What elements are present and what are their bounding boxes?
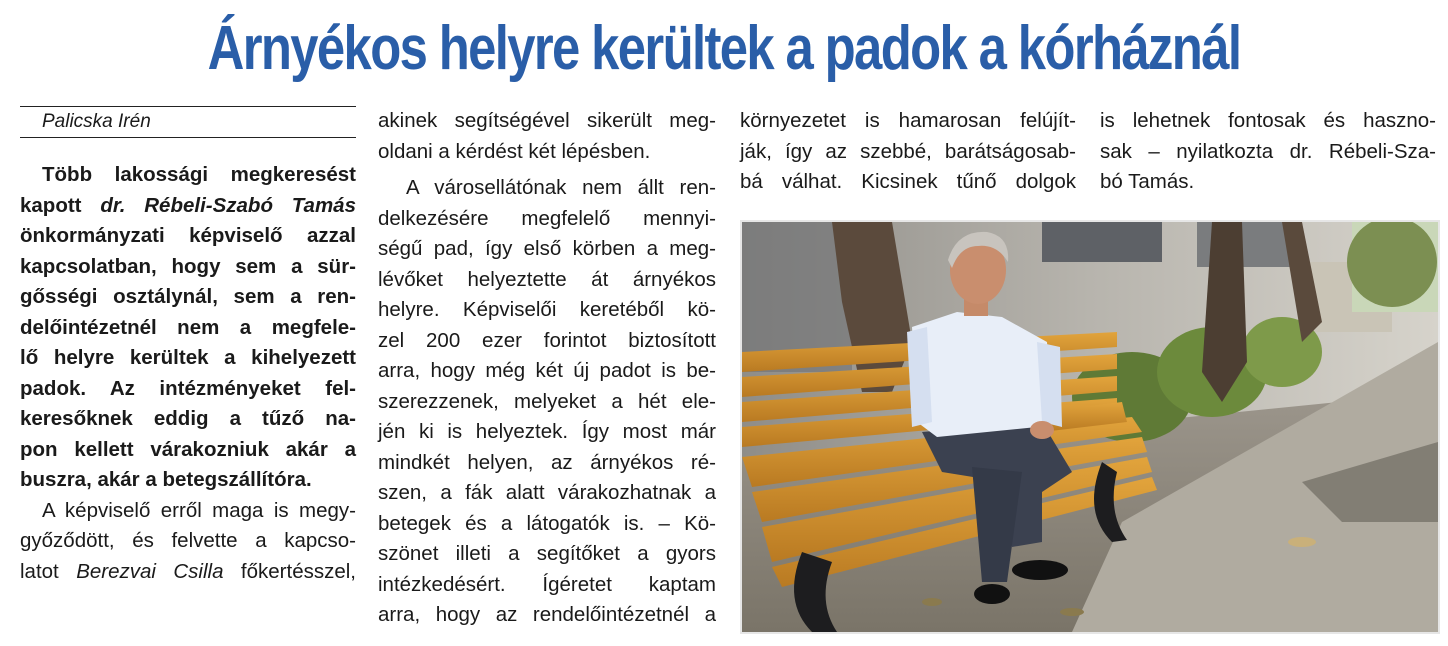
text-line: buszra, akár a betegszállítóra.	[20, 468, 312, 491]
column-1	[20, 160, 356, 587]
text-line: betegek és a látogatók is. – Kö-	[378, 511, 716, 535]
text-line: latot Berezvai Csilla főkertésszel,	[20, 559, 356, 583]
text-line: ják, így az szebbé, barátságosab-	[740, 139, 1076, 163]
text-line: lő helyre kerültek a kihelyezett	[20, 346, 356, 369]
text-line: lévőket helyeztette át árnyékos	[378, 267, 716, 291]
text-line: akinek segítségével sikerült meg-	[378, 109, 716, 132]
text-line: önkormányzati képviselő azzal	[20, 224, 356, 247]
text-line: delkezésére megfelelő mennyi-	[378, 206, 716, 230]
text-line: sak – nyilatkozta dr. Rébeli-Sza-	[1100, 139, 1436, 163]
text-line: győződött, és felvette a kapcso-	[20, 529, 356, 552]
text-line: környezetet is hamarosan felújít-	[740, 109, 1076, 132]
photo-man-on-bench	[742, 222, 1438, 632]
text-line: mindkét helyen, az árnyékos ré-	[378, 450, 716, 474]
text-line: szönet illeti a segítőket a gyors	[378, 542, 716, 565]
text-line: intézkedésért. Ígéretet kaptam	[378, 572, 716, 596]
text-line: helyre. Képviselői keretéből kö-	[378, 298, 716, 321]
text-line: is lehetnek fontosak és haszno-	[1100, 109, 1436, 132]
headline: Árnyékos helyre kerültek a padok a kórháznál	[207, 14, 1241, 83]
text-line: kapcsolatban, hogy sem a sür-	[20, 254, 356, 278]
text-line: zel 200 ezer forintot biztosított	[378, 328, 716, 352]
column-2	[378, 106, 716, 631]
text-line: delőintézetnél nem a megfele-	[20, 315, 356, 339]
column-4	[1100, 106, 1436, 198]
lead-paragraph	[20, 160, 356, 496]
text-line: arra, hogy az rendelőintézetnél a	[378, 603, 716, 626]
text-line: szen, a fák alatt várakozhatnak a	[378, 481, 716, 504]
text-line: oldani a kérdést két lépésben.	[378, 139, 651, 163]
byline: Palicska Irén	[42, 111, 151, 132]
text-line: kapott dr. Rébeli-Szabó Tamás	[20, 193, 356, 217]
text-line: bó Tamás.	[1100, 170, 1195, 193]
text-line: Több lakossági megkeresést	[42, 163, 356, 186]
text-line: arra, hogy még két új padot is be-	[378, 359, 716, 382]
text-line: bá válhat. Kicsinek tűnő dolgok	[740, 170, 1076, 193]
text-line: A városellátónak nem állt ren-	[406, 176, 716, 199]
column-3	[740, 106, 1076, 198]
text-line: A képviselő erről maga is megy-	[42, 498, 356, 522]
text-line: jén ki is helyeztek. Így most már	[378, 420, 716, 443]
text-line: szerezzenek, melyeket a hét ele-	[378, 389, 716, 413]
byline-box	[20, 106, 356, 138]
text-line: gősségi osztálynál, sem a ren-	[20, 285, 356, 308]
news-photo	[740, 220, 1440, 634]
text-line: ségű pad, így első körben a meg-	[378, 237, 716, 260]
text-line: pon kellett várakozniuk akár a	[20, 437, 356, 461]
body-paragraph	[20, 496, 356, 588]
text-line: padok. Az intézményeket fel-	[20, 376, 356, 400]
text-line: keresőknek eddig a tűző na-	[20, 407, 356, 430]
